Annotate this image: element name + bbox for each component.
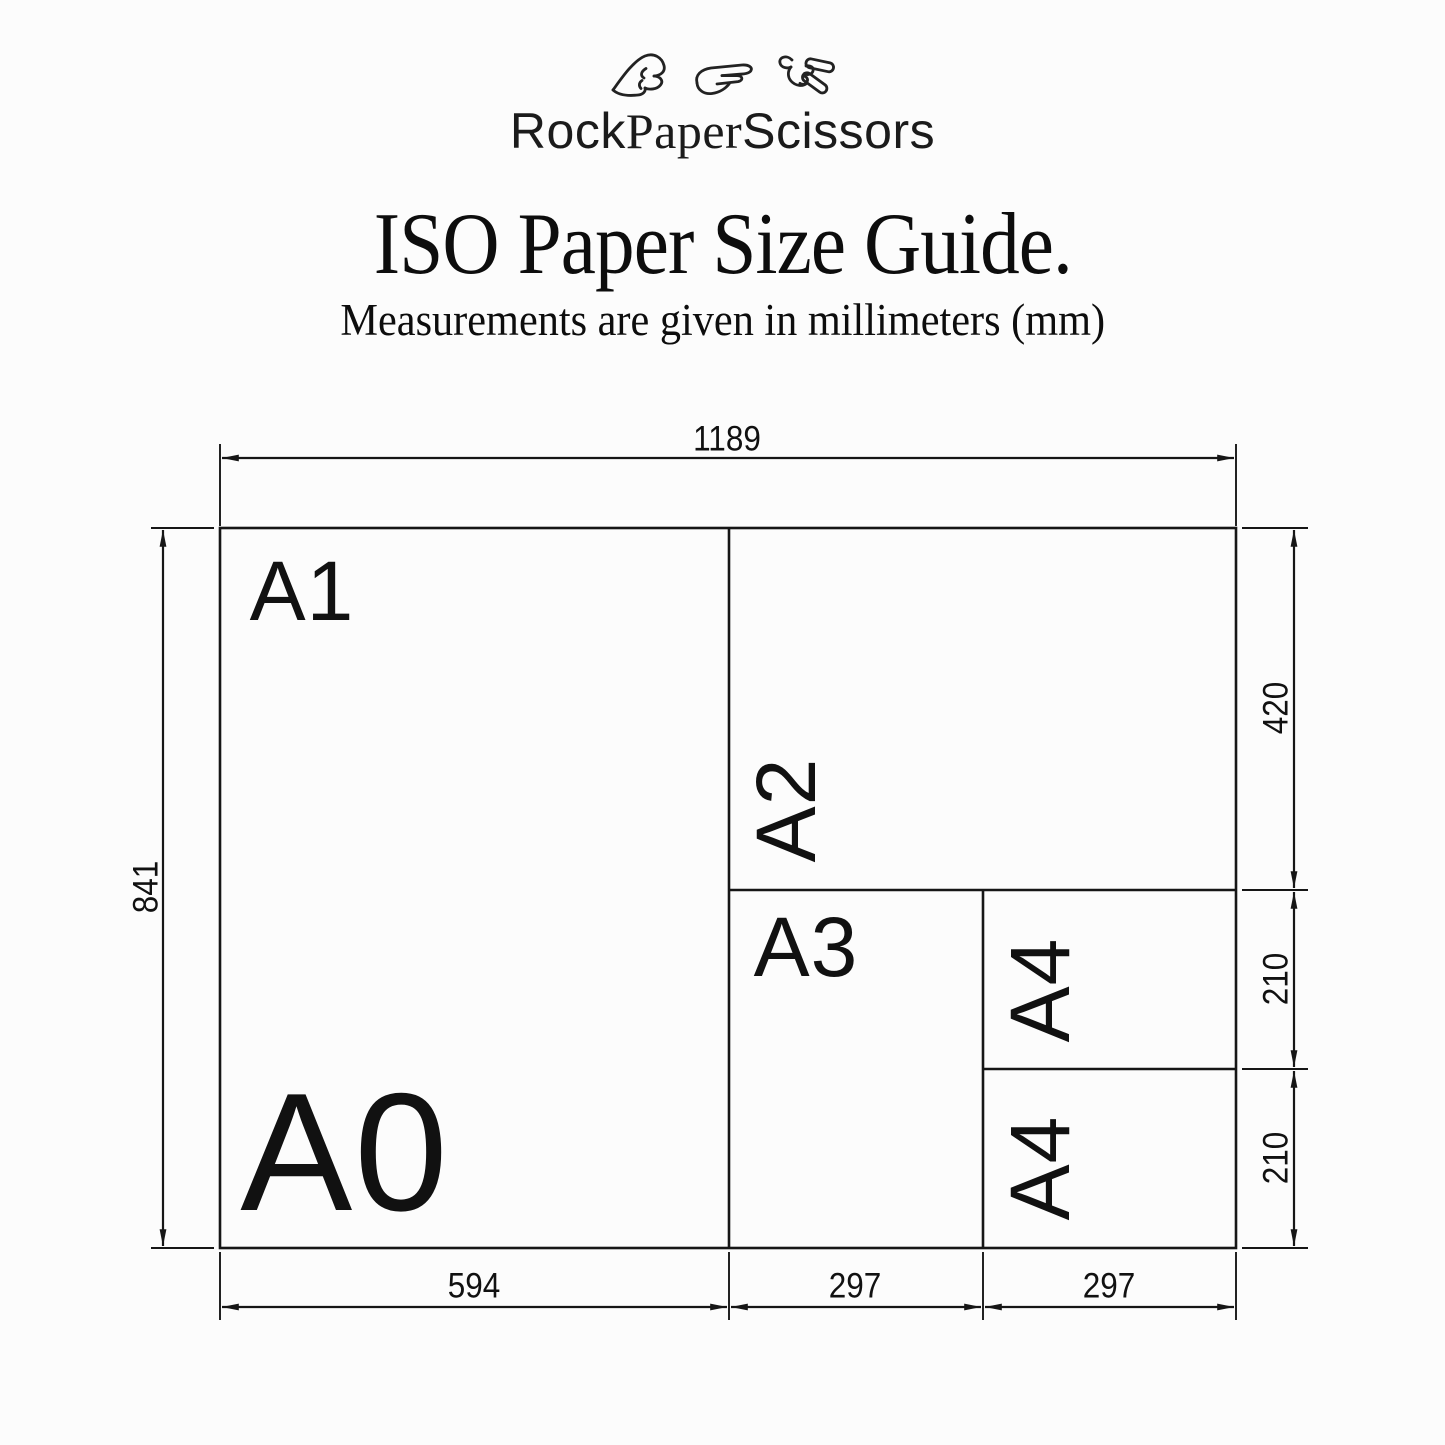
size-label-a0: A0 <box>240 1058 450 1246</box>
size-label-a4-upper: A4 <box>993 937 1087 1043</box>
dim-label-width-1189: 1189 <box>693 419 761 459</box>
page-title: ISO Paper Size Guide. <box>373 196 1072 293</box>
sheet-dividers <box>729 528 1236 1248</box>
brand-paper: Paper <box>625 103 743 159</box>
dim-label-right-420: 420 <box>1256 681 1296 735</box>
size-label-a1: A1 <box>249 544 355 638</box>
dim-label-right-210a: 210 <box>1256 952 1296 1006</box>
size-label-a4-lower: A4 <box>993 1115 1087 1221</box>
brand-rock: Rock <box>509 103 626 159</box>
page-subtitle: Measurements are given in millimeters (mm) <box>340 295 1105 345</box>
dim-label-right-210b: 210 <box>1256 1131 1296 1185</box>
size-label-a3: A3 <box>753 900 859 994</box>
dim-label-bottom-297b: 297 <box>1082 1266 1136 1306</box>
brand-scissors: Scissors <box>742 103 936 159</box>
dim-label-height-841: 841 <box>126 860 166 914</box>
size-label-a2: A2 <box>739 757 833 863</box>
dim-label-bottom-297a: 297 <box>828 1266 882 1306</box>
dim-label-bottom-594: 594 <box>447 1266 501 1306</box>
